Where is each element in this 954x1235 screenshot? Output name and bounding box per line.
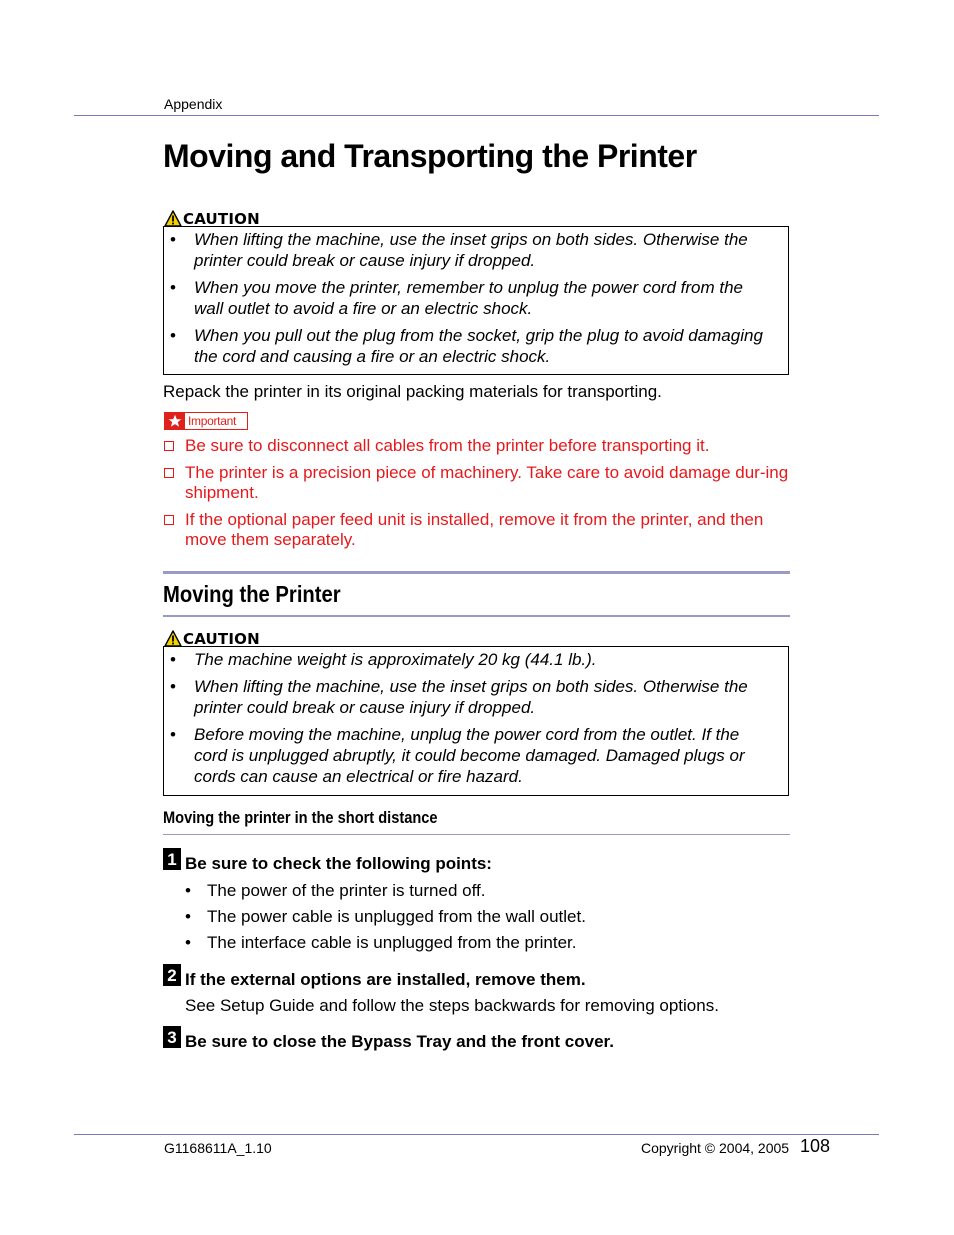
caution-label: CAUTION — [183, 630, 260, 648]
warning-triangle-icon — [164, 210, 182, 227]
page-title: Moving and Transporting the Printer — [163, 138, 697, 174]
sub-heading: Moving the printer in the short distance — [163, 808, 438, 827]
page-number: 108 — [800, 1136, 831, 1156]
star-icon — [168, 414, 182, 428]
caution-box — [163, 226, 789, 375]
caution-item: • The machine weight is approximately 20 kg (44.1 lb.). — [170, 649, 776, 670]
caution-label: CAUTION — [183, 210, 260, 228]
warning-triangle-icon — [164, 630, 182, 647]
sub-heading-rule — [163, 834, 790, 835]
step-3-text: Be sure to close the Bypass Tray and the front cover. — [185, 1032, 614, 1051]
caution-header — [164, 628, 260, 647]
caution-item: • When you pull out the plug from the socket, grip the plug to avoid damaging the cord and causing a fire or an electric shock. — [170, 325, 776, 367]
checkbox-bullet-icon — [164, 441, 174, 451]
checkbox-bullet-icon — [164, 515, 174, 525]
section-rule-bottom — [163, 615, 790, 617]
caution-box — [163, 646, 789, 796]
important-item: If the optional paper feed unit is installed, remove it from the printer, and then move them separately. — [163, 510, 793, 550]
section-heading: Moving the Printer — [163, 581, 341, 607]
footer-copyright: Copyright © 2004, 2005 — [641, 1140, 790, 1156]
step-number-1: 1 — [163, 848, 181, 870]
checkbox-bullet-icon — [164, 468, 174, 478]
check-point: • The interface cable is unplugged from the printer. — [185, 932, 586, 953]
important-badge — [164, 412, 248, 430]
important-label: Important — [188, 414, 236, 428]
important-item: Be sure to disconnect all cables from the printer before transporting it. — [163, 436, 793, 456]
footer-doc-code: G1168611A_1.10 — [164, 1140, 272, 1156]
step-2-text: If the external options are installed, remove them. — [185, 970, 586, 989]
caution-item: • When lifting the machine, use the inset grips on both sides. Otherwise the printer could break or cause injury if dropped. — [170, 676, 776, 718]
caution-item: • When you move the printer, remember to unplug the power cord from the wall outlet to avoid a fire or an electric shock. — [170, 277, 776, 319]
step-number-2: 2 — [163, 964, 181, 986]
check-point: • The power of the printer is turned off. — [185, 880, 586, 901]
important-item: The printer is a precision piece of machinery. Take care to avoid damage dur-ing shipment. — [163, 463, 793, 503]
caution-item: • Before moving the machine, unplug the power cord from the outlet. If the cord is unplugged abruptly, it could become damaged. Damaged plugs or cords can cause an electrical or fire hazard. — [170, 724, 776, 787]
check-point: • The power cable is unplugged from the wall outlet. — [185, 906, 586, 927]
important-list — [163, 436, 793, 557]
step-1-text: Be sure to check the following points: — [185, 854, 492, 873]
section-rule-top — [163, 571, 790, 574]
step-number-3: 3 — [163, 1026, 181, 1048]
header-rule — [74, 115, 879, 116]
footer-rule — [74, 1134, 879, 1135]
step-1-points — [185, 880, 586, 958]
step-2-detail: See Setup Guide and follow the steps backwards for removing options. — [185, 996, 719, 1015]
caution-item: • When lifting the machine, use the inset grips on both sides. Otherwise the printer could break or cause injury if dropped. — [170, 229, 776, 271]
caution-header — [164, 208, 260, 227]
repack-paragraph: Repack the printer in its original packing materials for transporting. — [163, 382, 662, 401]
header-section-label: Appendix — [164, 96, 223, 112]
